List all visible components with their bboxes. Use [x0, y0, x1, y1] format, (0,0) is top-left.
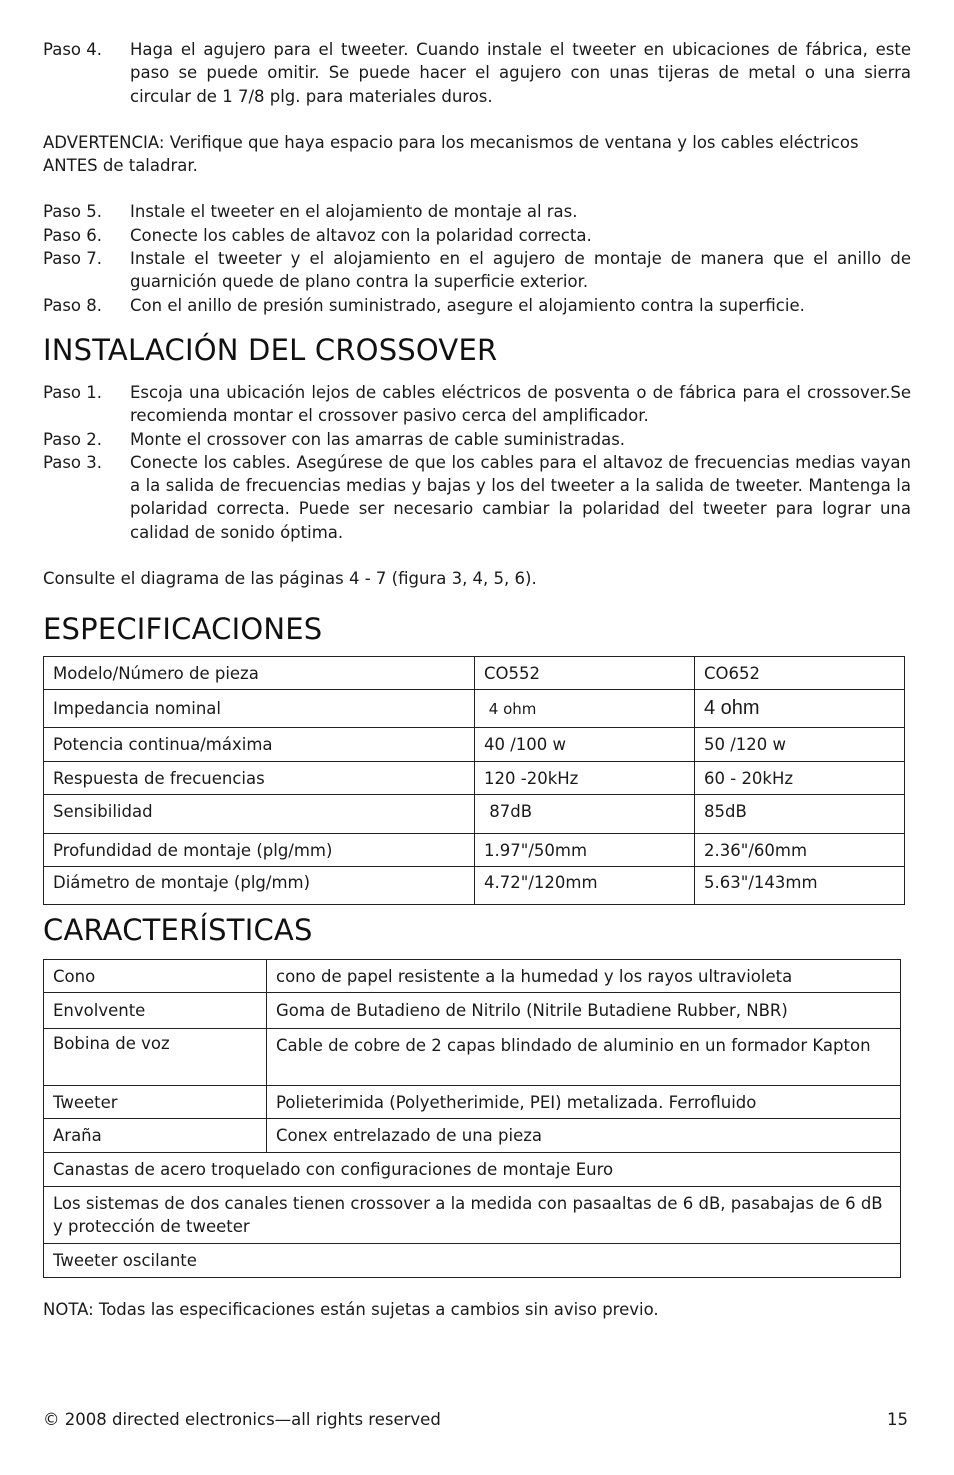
spec-value-co652: 2.36"/60mm — [695, 834, 905, 867]
step-text: Monte el crossover con las amarras de cable suministradas. — [130, 429, 626, 449]
table-row — [44, 1029, 901, 1086]
step-text: Con el anillo de presión suministrado, asegure el alojamiento contra la superficie. — [130, 295, 805, 315]
step-text: Conecte los cables de altavoz con la polaridad correcta. — [130, 225, 592, 245]
table-row — [44, 1244, 901, 1278]
crossover-steps — [43, 381, 911, 544]
page-content — [43, 38, 911, 1322]
spec-value-co652: 5.63"/143mm — [695, 867, 905, 905]
spec-value-co552: 87dB — [475, 795, 695, 834]
feature-label: Tweeter — [44, 1086, 267, 1119]
spec-value-co552: 4.72"/120mm — [475, 867, 695, 905]
step-item — [43, 428, 911, 451]
spec-value-co652: 60 - 20kHz — [695, 762, 905, 795]
spec-label: Modelo/Número de pieza — [44, 657, 475, 690]
feature-value: Cable de cobre de 2 capas blindado de aluminio en un formador Kapton — [267, 1029, 901, 1086]
spec-value-co552: 4 ohm — [475, 690, 695, 728]
spec-value-co652: CO652 — [695, 657, 905, 690]
table-row — [44, 960, 901, 993]
spec-label: Sensibilidad — [44, 795, 475, 834]
table-row — [44, 834, 905, 867]
features-heading: CARACTERÍSTICAS — [43, 913, 313, 948]
step-text: Instale el tweeter y el alojamiento en el agujero de montaje de manera que el anillo de guarnición quede de plano contra la superficie exterior. — [130, 249, 911, 292]
specs-table — [43, 656, 905, 905]
step-text: Instale el tweeter en el alojamiento de montaje al ras. — [130, 202, 578, 222]
step-text: Haga el agujero para el tweeter. Cuando instale el tweeter en ubicaciones de fábrica, este paso se puede omitir. Se puede hacer el agujero con unas tijeras de metal o una sierra circular de 1 7/8 plg. para materiales duros. — [130, 40, 911, 106]
install-steps-part1 — [43, 38, 911, 108]
table-row — [44, 993, 901, 1029]
step-text: Conecte los cables. Asegúrese de que los cables para el altavoz de frecuencias medias vayan a la salida de frecuencias medias y bajas y los del tweeter a la salida de tweeter. Mantenga la polaridad correcta. Puede ser necesario cambiar la polaridad del tweeter para lograr una calidad de sonido óptima. — [130, 452, 911, 542]
feature-label: Envolvente — [44, 993, 267, 1029]
diagram-reference: Consulte el diagrama de las páginas 4 - 7 (figura 3, 4, 5, 6). — [43, 569, 537, 589]
features-table — [43, 959, 901, 1278]
step-label: Paso 7. — [43, 249, 102, 269]
step-item — [43, 451, 911, 544]
spec-value-co652: 85dB — [695, 795, 905, 834]
step-label: Paso 3. — [43, 452, 102, 472]
table-row — [44, 1119, 901, 1153]
spec-label: Impedancia nominal — [44, 690, 475, 728]
step-label: Paso 1. — [43, 382, 102, 402]
feature-value: Goma de Butadieno de Nitrilo (Nitrile Butadiene Rubber, NBR) — [267, 993, 901, 1029]
spec-value-co652: 4 ohm — [695, 690, 905, 728]
spec-label: Potencia continua/máxima — [44, 728, 475, 762]
feature-full-row: Canastas de acero troquelado con configuraciones de montaje Euro — [44, 1153, 901, 1187]
table-row — [44, 795, 905, 834]
step-item — [43, 38, 911, 108]
step-item — [43, 200, 911, 223]
table-row — [44, 1086, 901, 1119]
page-footer — [43, 1410, 908, 1429]
table-row — [44, 728, 905, 762]
step-label: Paso 5. — [43, 202, 102, 222]
feature-full-row: Los sistemas de dos canales tienen crossover a la medida con pasaaltas de 6 dB, pasabajas de 6 dB y protección de tweeter — [44, 1187, 901, 1244]
spec-value-co552: 1.97"/50mm — [475, 834, 695, 867]
step-item — [43, 294, 911, 317]
step-item — [43, 247, 911, 294]
table-row — [44, 867, 905, 905]
step-item — [43, 224, 911, 247]
feature-label: Cono — [44, 960, 267, 993]
spec-value-co552: CO552 — [475, 657, 695, 690]
table-row — [44, 657, 905, 690]
step-label: Paso 2. — [43, 429, 102, 449]
table-row — [44, 690, 905, 728]
feature-value: cono de papel resistente a la humedad y los rayos ultravioleta — [267, 960, 901, 993]
spec-label: Profundidad de montaje (plg/mm) — [44, 834, 475, 867]
copyright-text: © 2008 directed electronics—all rights reserved — [43, 1410, 441, 1429]
step-text: Escoja una ubicación lejos de cables eléctricos de posventa o de fábrica para el crossover.Se recomienda montar el crossover pasivo cerca del amplificador. — [130, 382, 911, 426]
spec-label: Respuesta de frecuencias — [44, 762, 475, 795]
step-label: Paso 4. — [43, 40, 102, 59]
step-label: Paso 6. — [43, 225, 102, 245]
feature-value: Conex entrelazado de una pieza — [267, 1119, 901, 1153]
step-item — [43, 381, 911, 428]
feature-value: Polieterimida (Polyetherimide, PEI) metalizada. Ferrofluido — [267, 1086, 901, 1119]
warning-text: ADVERTENCIA: Verifique que haya espacio para los mecanismos de ventana y los cables eléctricos ANTES de taladrar. — [43, 132, 859, 176]
step-label: Paso 8. — [43, 295, 102, 315]
disclaimer-note: NOTA: Todas las especificaciones están sujetas a cambios sin aviso previo. — [43, 1300, 659, 1320]
feature-label: Araña — [44, 1119, 267, 1153]
spec-value-co552: 120 -20kHz — [475, 762, 695, 795]
crossover-heading: INSTALACIÓN DEL CROSSOVER — [43, 332, 498, 367]
feature-full-row: Tweeter oscilante — [44, 1244, 901, 1278]
table-row — [44, 762, 905, 795]
install-steps-part2 — [43, 200, 911, 316]
feature-label: Bobina de voz — [44, 1029, 267, 1086]
table-row — [44, 1153, 901, 1187]
spec-label: Diámetro de montaje (plg/mm) — [44, 867, 475, 905]
spec-value-co652: 50 /120 w — [695, 728, 905, 762]
specs-heading: ESPECIFICACIONES — [43, 612, 323, 647]
page-number: 15 — [887, 1410, 908, 1429]
spec-value-co552: 40 /100 w — [475, 728, 695, 762]
table-row — [44, 1187, 901, 1244]
